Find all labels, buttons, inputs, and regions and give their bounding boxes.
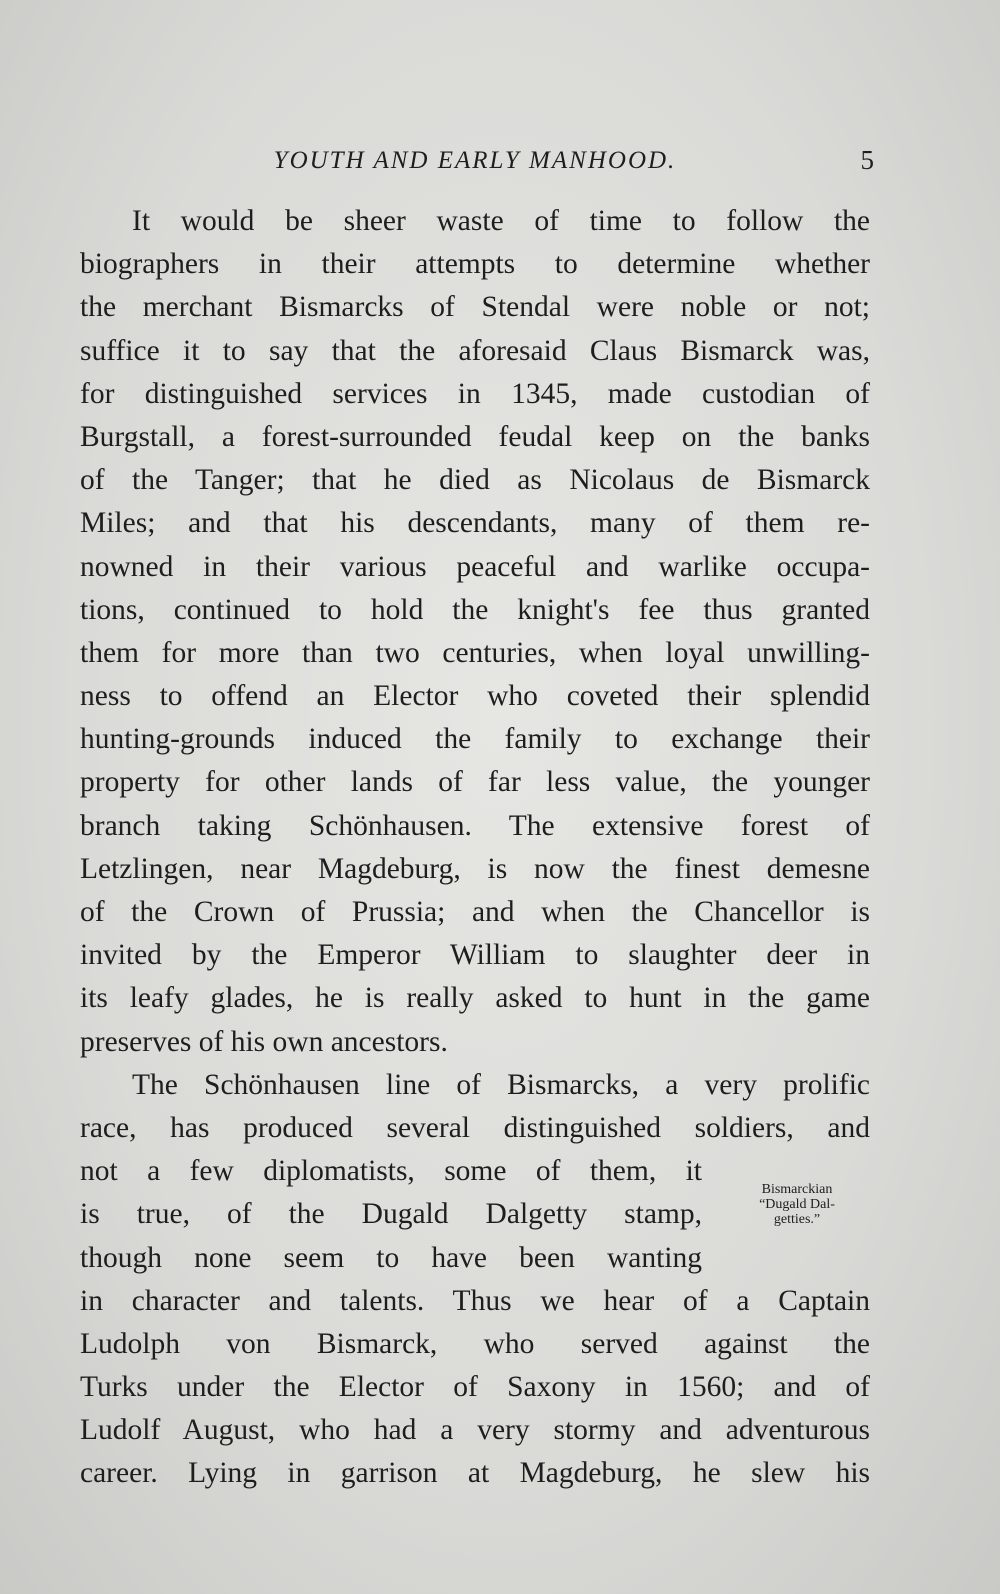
text-line: branch taking Schönhausen. The extensive forest of [80,809,870,842]
sidenote-line: getties.” [773,1212,821,1227]
text-line: It would be sheer waste of time to follow the [132,205,870,237]
marginal-sidenote [722,1182,872,1227]
page-number: 5 [860,145,874,175]
text-line: suffice it to say that the aforesaid Claus Bismarck was, [80,334,870,367]
text-line: biographers in their attempts to determine whether [80,248,870,281]
text-line: property for other lands of far less value, the younger [80,766,870,799]
text-line: tions, continued to hold the knight's fee thus granted [80,593,870,626]
text-line: Miles; and that his descendants, many of them re- [80,507,870,540]
text-line: Ludolf August, who had a very stormy and adventurous [80,1414,870,1447]
text-line: is true, of the Dugald Dalgetty stamp, [80,1198,702,1231]
text-line: Letzlingen, near Magdeburg, is now the finest demesne [80,852,870,885]
text-line: in character and talents. Thus we hear of a Captain [80,1284,870,1317]
text-line: Ludolph von Bismarck, who served against the [80,1327,870,1360]
text-line: invited by the Emperor William to slaughter deer in [80,939,870,972]
text-line: hunting-grounds induced the family to exchange their [80,723,870,756]
text-line: The Schönhausen line of Bismarcks, a very prolific [132,1068,870,1101]
text-line: the merchant Bismarcks of Stendal were noble or not; [80,291,870,324]
text-line: ness to offend an Elector who coveted their splendid [80,680,870,713]
text-line: its leafy glades, he is really asked to hunt in the game [80,982,870,1015]
text-line: of the Crown of Prussia; and when the Chancellor is [80,896,870,928]
running-head [80,143,874,183]
text-line: race, has produced several distinguished soldiers, and [80,1111,870,1144]
text-line: of the Tanger; that he died as Nicolaus de Bismarck [80,464,870,497]
text-line: Burgstall, a forest-surrounded feudal keep on the banks [80,420,870,453]
text-line: them for more than two centuries, when loyal unwilling- [80,636,870,669]
running-title: YOUTH AND EARLY MANHOOD. [273,147,677,174]
text-line: preserves of his own ancestors. [80,1025,448,1058]
text-line: nowned in their various peaceful and warlike occupa- [80,550,870,583]
text-line: for distinguished services in 1345, made custodian of [80,377,870,410]
sidenote-line: “Dugald Dal- [759,1197,835,1212]
sidenote-line: Bismarckian [761,1182,833,1197]
text-line: Turks under the Elector of Saxony in 1560; and of [80,1371,870,1404]
text-line: career. Lying in garrison at Magdeburg, he slew his [80,1457,870,1490]
text-line: though none seem to have been wanting [80,1241,702,1274]
body-text [80,200,870,1496]
text-line: not a few diplomatists, some of them, it [80,1155,702,1188]
